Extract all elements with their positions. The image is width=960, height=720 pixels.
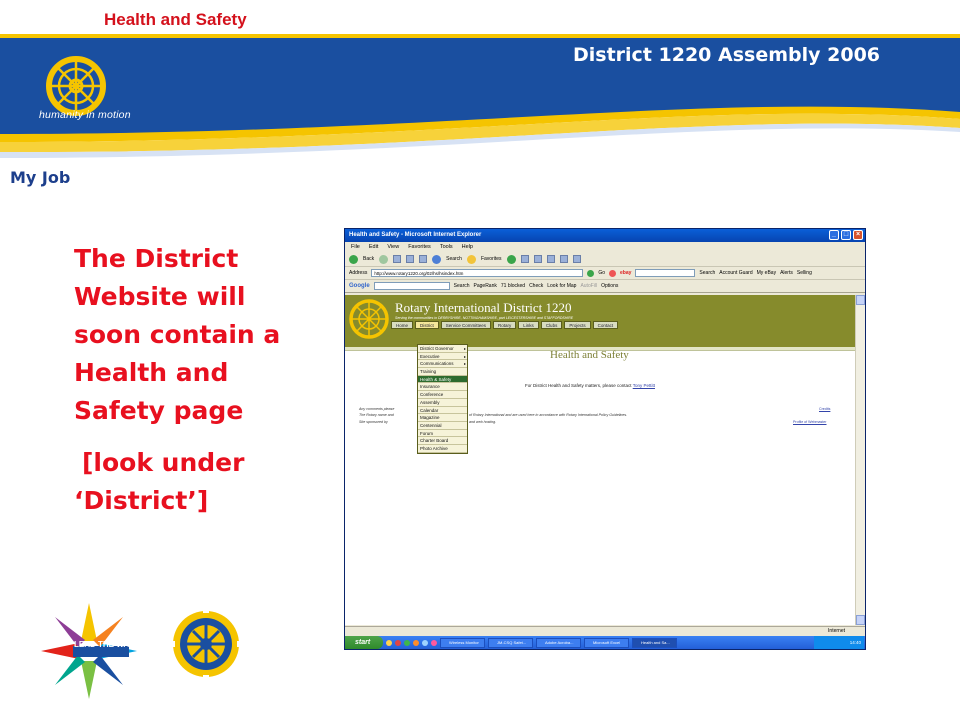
dropdown-item[interactable]: Calendar xyxy=(418,407,467,415)
print-icon[interactable] xyxy=(534,255,542,263)
site-nav xyxy=(391,321,618,329)
nav-home[interactable]: Home xyxy=(391,321,413,329)
note-line: [look under xyxy=(82,448,245,477)
discuss-icon[interactable] xyxy=(560,255,568,263)
sponsor-line-tail: and web hosting. xyxy=(469,420,497,424)
site-rotary-logo xyxy=(349,299,389,339)
search-button[interactable]: Search xyxy=(446,256,462,262)
go-button[interactable]: Go xyxy=(598,270,606,276)
site-header xyxy=(345,295,857,347)
taskbar-item[interactable]: Wireless Monitor xyxy=(440,638,485,648)
note-line: ‘District’] xyxy=(74,486,209,515)
quicklaunch-icon[interactable] xyxy=(413,640,419,646)
nav-contact[interactable]: Contact xyxy=(593,321,619,329)
rotary-wheel-icon xyxy=(46,56,106,116)
quicklaunch-icon[interactable] xyxy=(431,640,437,646)
nav-district[interactable]: District xyxy=(415,321,439,329)
favorites-button[interactable]: Favorites xyxy=(480,256,502,262)
edit-icon[interactable] xyxy=(547,255,555,263)
main-text-line: Health and xyxy=(74,358,229,387)
main-text xyxy=(74,240,329,430)
refresh-icon[interactable] xyxy=(406,255,414,263)
menu-favorites[interactable]: Favorites xyxy=(408,244,431,250)
menu-edit[interactable]: Edit xyxy=(368,244,379,250)
top-title: Health and Safety xyxy=(104,10,247,29)
note-text xyxy=(74,444,329,520)
window-title: Health and Safety - Microsoft Internet Explorer xyxy=(349,232,482,238)
menu-help[interactable]: Help xyxy=(461,244,473,250)
lead-the-way-logo xyxy=(30,600,148,702)
main-text-line: soon contain a xyxy=(74,320,281,349)
tagline: humanity in motion xyxy=(39,109,131,121)
pagerank-indicator: PageRank xyxy=(473,283,497,289)
standard-toolbar xyxy=(345,252,865,267)
taskbar xyxy=(345,636,866,649)
media-icon[interactable] xyxy=(507,255,516,264)
maximize-button[interactable]: □ xyxy=(841,230,851,240)
google-logo: Google xyxy=(349,283,370,289)
dropdown-item[interactable]: Insurance xyxy=(418,383,467,391)
google-search-button[interactable]: Search xyxy=(453,283,470,289)
google-search-input[interactable] xyxy=(374,282,450,290)
webmaster-link[interactable]: Profile of Webmaster xyxy=(793,420,827,424)
messenger-icon[interactable] xyxy=(573,255,581,263)
menu-bar xyxy=(345,242,865,252)
page-heading: Health and Safety xyxy=(550,349,629,361)
menu-view[interactable]: View xyxy=(387,244,400,250)
site-subtitle: Serving the communities in DERBYSHIRE, NOTTINGHAMSHIRE, part LEICESTERSHIRE and STAFFORDSHIRE xyxy=(395,316,574,320)
dropdown-item[interactable]: Training xyxy=(418,368,467,376)
quicklaunch-icon[interactable] xyxy=(395,640,401,646)
my-ebay-button[interactable]: My eBay xyxy=(756,270,777,276)
selling-button[interactable]: Selling xyxy=(796,270,812,276)
popup-blocked-count[interactable]: 71 blocked xyxy=(500,283,526,289)
status-bar xyxy=(345,626,865,636)
browser-window xyxy=(344,228,866,650)
nav-links[interactable]: Links xyxy=(518,321,539,329)
dropdown-item[interactable]: Magazine xyxy=(418,414,467,422)
back-icon[interactable] xyxy=(349,255,358,264)
dropdown-item[interactable]: Photo Archive xyxy=(418,445,467,453)
nav-rotary[interactable]: Rotary xyxy=(493,321,516,329)
dropdown-item[interactable]: Assembly xyxy=(418,399,467,407)
address-input[interactable]: http://www.rotary1220.org/02/hs/hsindex.htm xyxy=(371,269,583,277)
page-content xyxy=(345,295,857,625)
quicklaunch-icon[interactable] xyxy=(422,640,428,646)
ebay-search-button[interactable]: Search xyxy=(699,270,716,276)
look-for-map-button[interactable]: Look for Map xyxy=(547,283,577,289)
vertical-scrollbar[interactable] xyxy=(855,295,865,625)
contact-text: For District Health and Safety matters, please contact xyxy=(525,383,632,388)
address-bar xyxy=(345,267,865,280)
address-label: Address xyxy=(349,270,368,276)
district-dropdown xyxy=(417,344,468,454)
dropdown-item[interactable]: Conference xyxy=(418,391,467,399)
nav-projects[interactable]: Projects xyxy=(564,321,590,329)
taskbar-item-active[interactable]: Health and Sa... xyxy=(632,638,677,648)
window-titlebar xyxy=(345,229,865,242)
favorites-icon[interactable] xyxy=(467,255,476,264)
section-label: My Job xyxy=(10,168,71,187)
go-icon[interactable] xyxy=(587,270,594,277)
autofill-button[interactable]: AutoFill xyxy=(580,283,598,289)
main-text-line: Website will xyxy=(74,282,246,311)
ebay-search-input[interactable] xyxy=(635,269,695,277)
taskbar-item[interactable]: Microsoft Excel xyxy=(584,638,629,648)
stop-icon[interactable] xyxy=(393,255,401,263)
quicklaunch-icon[interactable] xyxy=(404,640,410,646)
nav-service-committees[interactable]: Service Committees xyxy=(441,321,491,329)
mail-icon[interactable] xyxy=(521,255,529,263)
dropdown-item[interactable]: Centennial xyxy=(418,422,467,430)
comments-line: Any comments please xyxy=(359,407,395,411)
menu-tools[interactable]: Tools xyxy=(439,244,453,250)
home-icon[interactable] xyxy=(419,255,427,263)
credits-link[interactable]: Credits xyxy=(819,407,831,411)
dropdown-item[interactable]: Forum xyxy=(418,430,467,438)
scroll-up-button[interactable] xyxy=(856,295,865,305)
dropdown-item-health-safety[interactable]: Health & Safety xyxy=(418,376,467,384)
back-button[interactable]: Back xyxy=(363,256,375,262)
rotary-name-line-tail: of Rotary International and are used here in accordance with Rotary International Policy Guidelines. xyxy=(469,413,628,417)
ebay-label[interactable]: ebay xyxy=(620,270,632,276)
dropdown-item[interactable]: Communications ▸ xyxy=(420,361,466,367)
alerts-button[interactable]: Alerts xyxy=(780,270,793,276)
dropdown-item[interactable]: Executive ▸ xyxy=(420,353,466,359)
main-text-line: Safety page xyxy=(74,396,244,425)
sponsor-line: Site sponsored by xyxy=(359,420,388,424)
quicklaunch-icon[interactable] xyxy=(386,640,392,646)
account-guard-button[interactable]: Account Guard xyxy=(719,270,753,276)
spell-check-button[interactable]: Check xyxy=(529,283,544,289)
taskbar-item[interactable]: Adobe Acroba... xyxy=(536,638,581,648)
menu-file[interactable]: File xyxy=(351,244,360,250)
assembly-title: District 1220 Assembly 2006 xyxy=(573,44,881,66)
main-text-line: The District xyxy=(74,244,239,273)
search-icon[interactable] xyxy=(432,255,441,264)
dropdown-item[interactable]: District Governor ▸ xyxy=(420,346,466,351)
nav-clubs[interactable]: Clubs xyxy=(541,321,563,329)
site-title: Rotary International District 1220 xyxy=(395,300,572,315)
contact-line xyxy=(525,383,655,388)
start-button[interactable]: start xyxy=(345,636,383,649)
dropdown-item[interactable]: Charter Board xyxy=(418,437,467,445)
scroll-down-button[interactable] xyxy=(856,615,865,625)
minimize-button[interactable]: _ xyxy=(829,230,839,240)
taskbar-item[interactable]: JM-CSQ Safet... xyxy=(488,638,533,648)
security-zone: Internet xyxy=(828,628,845,634)
close-button[interactable]: × xyxy=(853,230,863,240)
ebay-icon[interactable] xyxy=(609,270,616,277)
contact-link[interactable]: Tony Pettitt xyxy=(632,383,655,388)
system-tray-clock: 14:40 xyxy=(814,636,864,649)
google-toolbar xyxy=(345,280,865,293)
rotary-international-logo xyxy=(170,608,242,680)
forward-icon[interactable] xyxy=(379,255,388,264)
rotary-name-line: The Rotary name and xyxy=(359,413,394,417)
options-button[interactable]: Options xyxy=(601,283,619,289)
lead-the-way-text: LEAD THE WAY xyxy=(74,640,134,649)
